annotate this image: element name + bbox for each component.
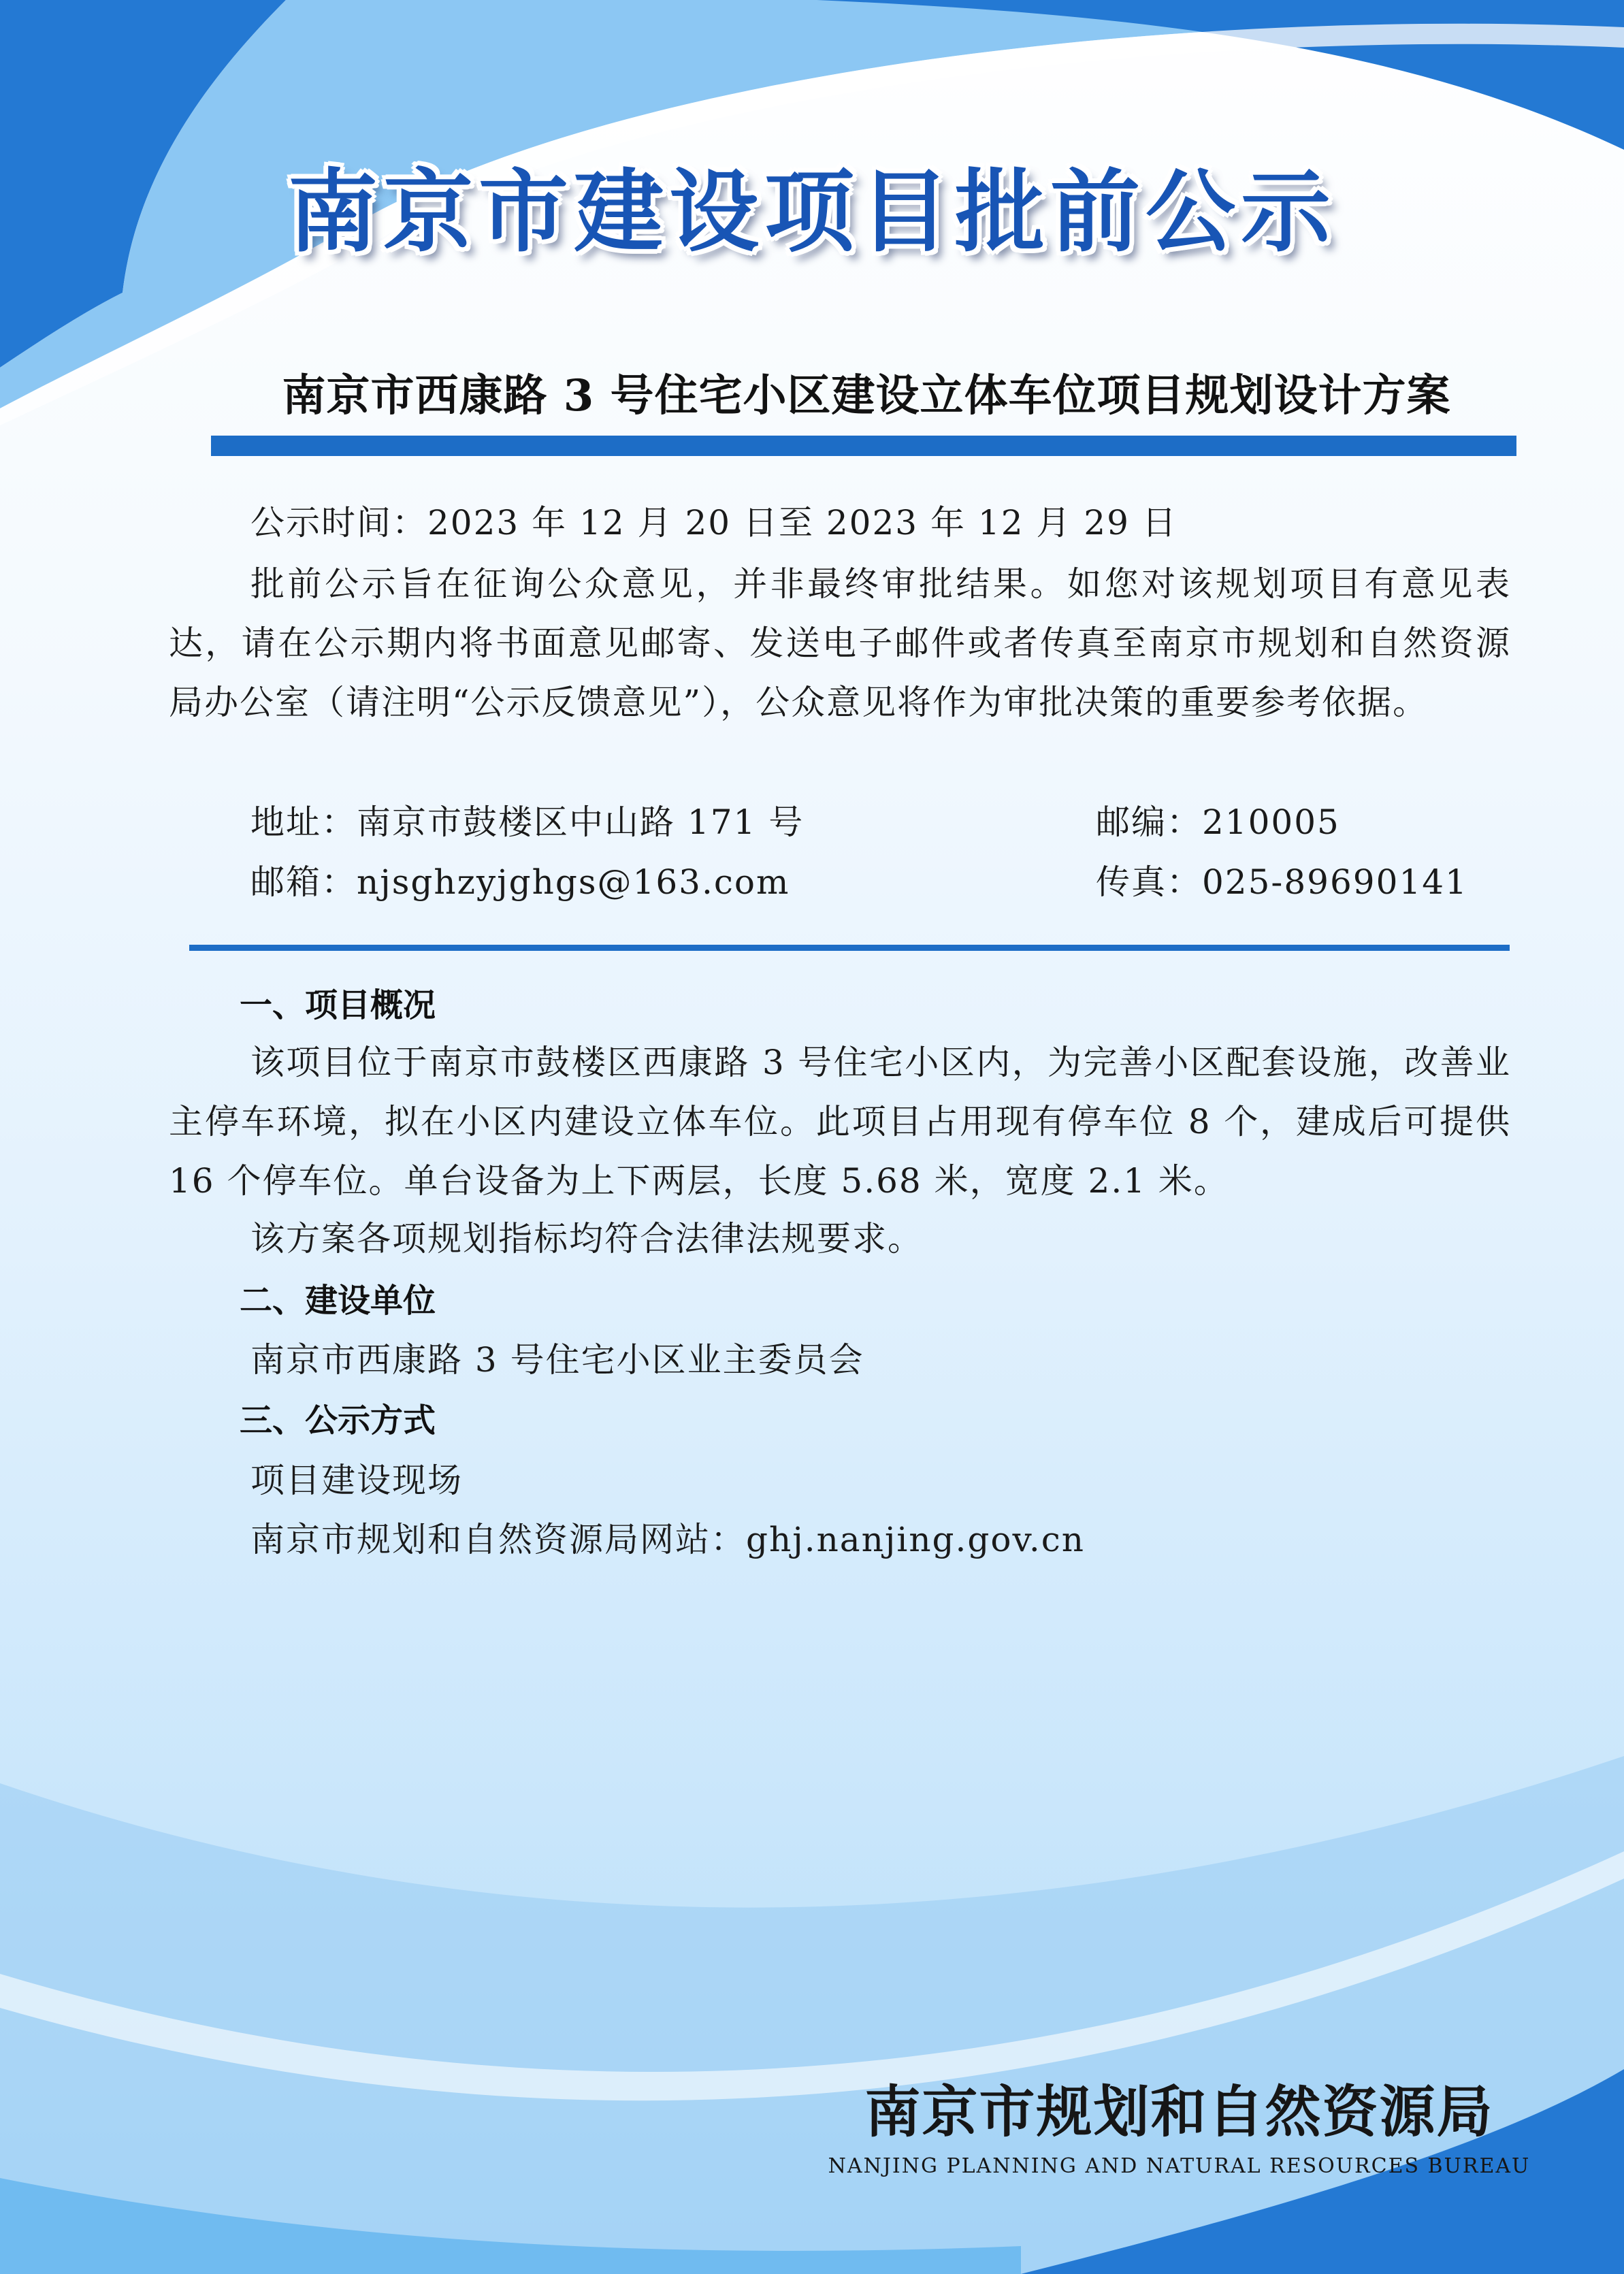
- notice-intro: 批前公示旨在征询公众意见，并非最终审批结果。如您对该规划项目有意见表达，请在公示期内将书面意见邮寄、发送电子邮件或者传真至南京市规划和自然资源局办公室（请注明“公示反馈意见”），公众意见将作为审批决策的重要参考依据。: [169, 564, 1511, 722]
- builder-body: 南京市西康路 3 号住宅小区业主委员会: [250, 1340, 864, 1380]
- section-heading-builder: 二、建设单位: [240, 1282, 436, 1320]
- project-title: 南京市西康路 3 号住宅小区建设立体车位项目规划设计方案: [282, 370, 1451, 421]
- contact-fax: 传真：025-89690141: [1096, 862, 1468, 902]
- method-item-site: 项目建设现场: [250, 1461, 463, 1500]
- section-heading-method: 三、公示方式: [240, 1401, 436, 1440]
- notice-period: 公示时间：2023 年 12 月 20 日至 2023 年 12 月 29 日: [250, 503, 1178, 542]
- section-divider: [189, 945, 1510, 951]
- section-heading-overview: 一、项目概况: [240, 986, 436, 1024]
- page-title: 南京市建设项目批前公示: [288, 160, 1336, 265]
- overview-body: 该项目位于南京市鼓楼区西康路 3 号住宅小区内，为完善小区配套设施，改善业主停车环境，拟在小区内建设立体车位。此项目占用现有停车位 8 个，建成后可提供 16 个停车位。单台设备为上下两层，长度 5.68 米，宽度 2.1 米。: [169, 1043, 1511, 1201]
- contact-email: 邮箱：njsghzyjghgs@163.com: [250, 862, 790, 902]
- title-underline: [211, 436, 1516, 456]
- overview-note: 该方案各项规划指标均符合法律法规要求。: [250, 1219, 923, 1258]
- method-item-website: 南京市规划和自然资源局网站：ghj.nanjing.gov.cn: [250, 1520, 1085, 1559]
- footer-org-name-en: NANJING PLANNING AND NATURAL RESOURCES BUREAU: [828, 2154, 1531, 2178]
- contact-address: 地址：南京市鼓楼区中山路 171 号: [250, 802, 805, 842]
- contact-postcode: 邮编：210005: [1096, 802, 1340, 842]
- footer-org-name: 南京市规划和自然资源局: [864, 2079, 1494, 2145]
